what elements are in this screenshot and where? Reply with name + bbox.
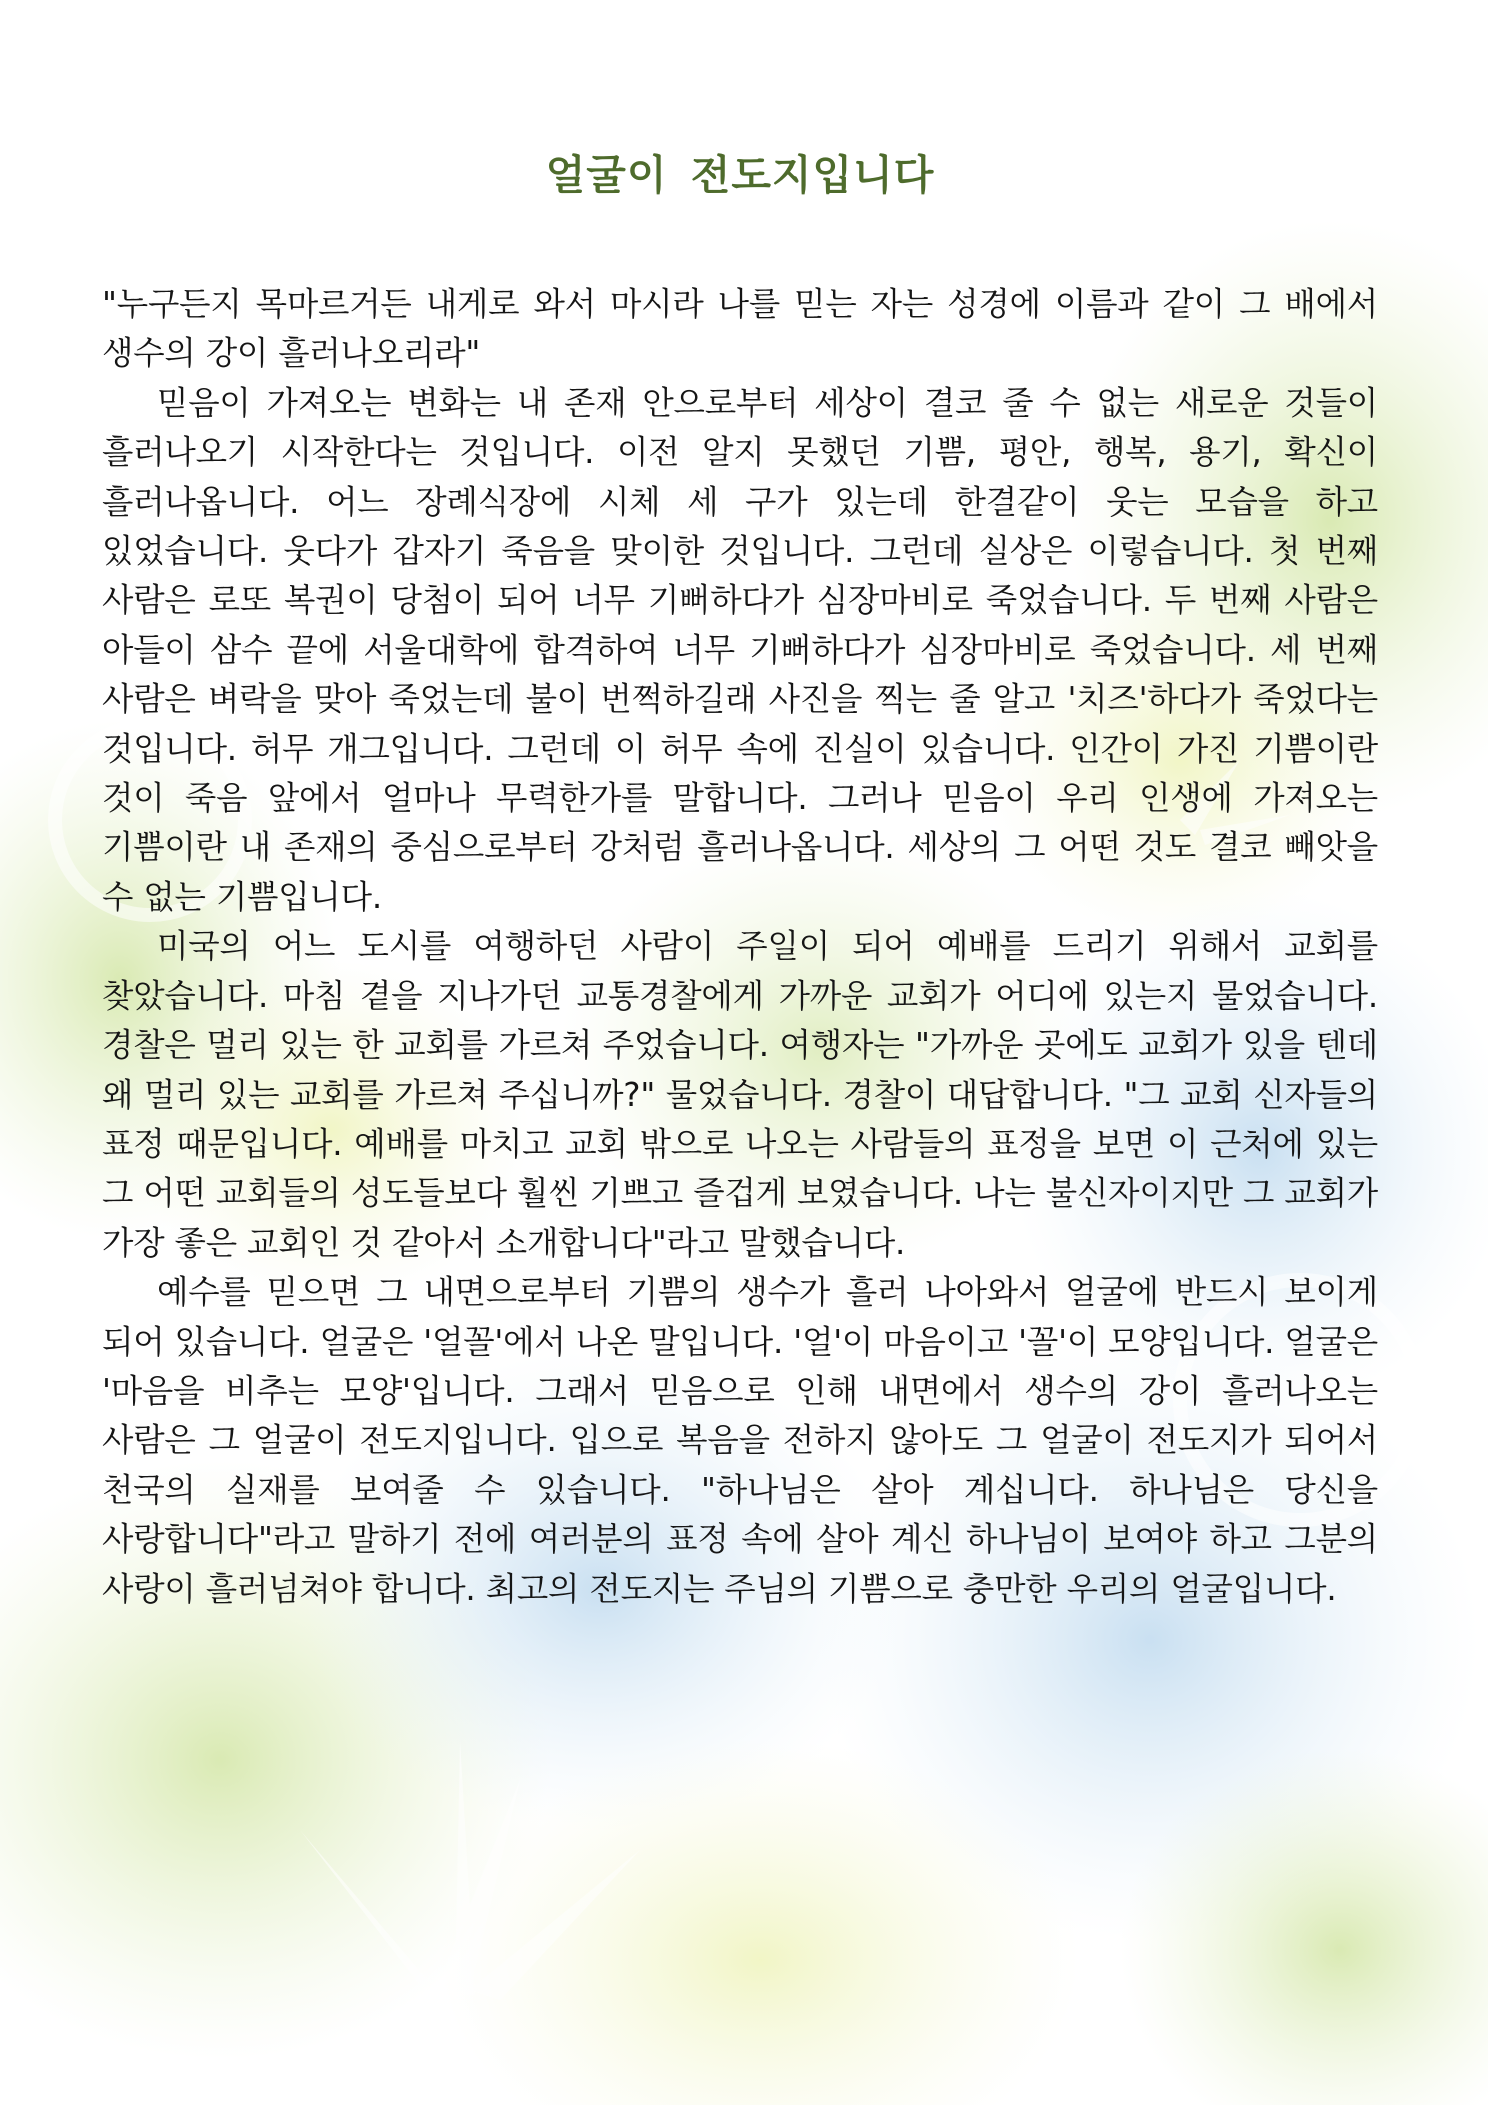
paragraph-faith-joy: 믿음이 가져오는 변화는 내 존재 안으로부터 세상이 결코 줄 수 없는 새로운 것들이 흘러나오기 시작한다는 것입니다. 이전 알지 못했던 기쁨, 평안, 행복, 용기, 확신이 흘러나옵니다. 어느 장례식장에 시체 세 구가 있는데 한결같이 웃는 모습을 하고 있었습니다. 웃다가 갑자기 죽음을 맞이한 것입니다. 그런데 실상은 이렇습니다. 첫 번째 사람은 로또 복권이 당첨이 되어 너무 기뻐하다가 심장마비로 죽었습니다. 두 번째 사람은 아들이 삼수 끝에 서울대학에 합격하여 너무 기뻐하다가 심장마비로 죽었습니다. 세 번째 사람은 벼락을 맞아 죽었는데 불이 번쩍하길래 사진을 찍는 줄 알고 '치즈'하다가 죽었다는 것입니다. 허무 개그입니다. 그런데 이 허무 속에 진실이 있습니다. 인간이 가진 기쁨이란 것이 죽음 앞에서 얼마나 무력한가를 말합니다. 그러나 믿음이 우리 인생에 가져오는 기쁨이란 내 존재의 중심으로부터 강처럼 흘러나옵니다. 세상의 그 어떤 것도 결코 빼앗을 수 없는 기쁨입니다. xyxy=(102,383,1378,916)
document-body xyxy=(102,280,1378,1614)
paragraph-face-tract: 예수를 믿으면 그 내면으로부터 기쁨의 생수가 흘러 나아와서 얼굴에 반드시 보이게 되어 있습니다. 얼굴은 '얼꼴'에서 나온 말입니다. '얼'이 마음이고 '꼴'이 모양입니다. 얼굴은 '마음을 비추는 모양'입니다. 그래서 믿음으로 인해 내면에서 생수의 강이 흘러나오는 사람은 그 얼굴이 전도지입니다. 입으로 복음을 전하지 않아도 그 얼굴이 전도지가 되어서 천국의 실재를 보여줄 수 있습니다. "하나님은 살아 계십니다. 하나님은 당신을 사랑합니다"라고 말하기 전에 여러분의 표정 속에 살아 계신 하나님이 보여야 하고 그분의 사랑이 흘러넘쳐야 합니다. 최고의 전도지는 주님의 기쁨으로 충만한 우리의 얼굴입니다. xyxy=(102,1273,1378,1608)
paragraph-scripture-quote: "누구든지 목마르거든 내게로 와서 마시라 나를 믿는 자는 성경에 이름과 같이 그 배에서 생수의 강이 흘러나오리라" xyxy=(102,285,1378,373)
document-title: 얼굴이 전도지입니다 xyxy=(545,151,935,199)
paragraph-church-story: 미국의 어느 도시를 여행하던 사람이 주일이 되어 예배를 드리기 위해서 교회를 찾았습니다. 마침 곁을 지나가던 교통경찰에게 가까운 교회가 어디에 있는지 물었습니다. 경찰은 멀리 있는 한 교회를 가르쳐 주었습니다. 여행자는 "가까운 곳에도 교회가 있을 텐데 왜 멀리 있는 교회를 가르쳐 주십니까?" 물었습니다. 경찰이 대답합니다. "그 교회 신자들의 표정 때문입니다. 예배를 마치고 교회 밖으로 나오는 사람들의 표정을 보면 이 근처에 있는 그 어떤 교회들의 성도들보다 훨씬 기쁘고 즐겁게 보였습니다. 나는 불신자이지만 그 교회가 가장 좋은 교회인 것 같아서 소개합니다"라고 말했습니다. xyxy=(102,927,1378,1262)
